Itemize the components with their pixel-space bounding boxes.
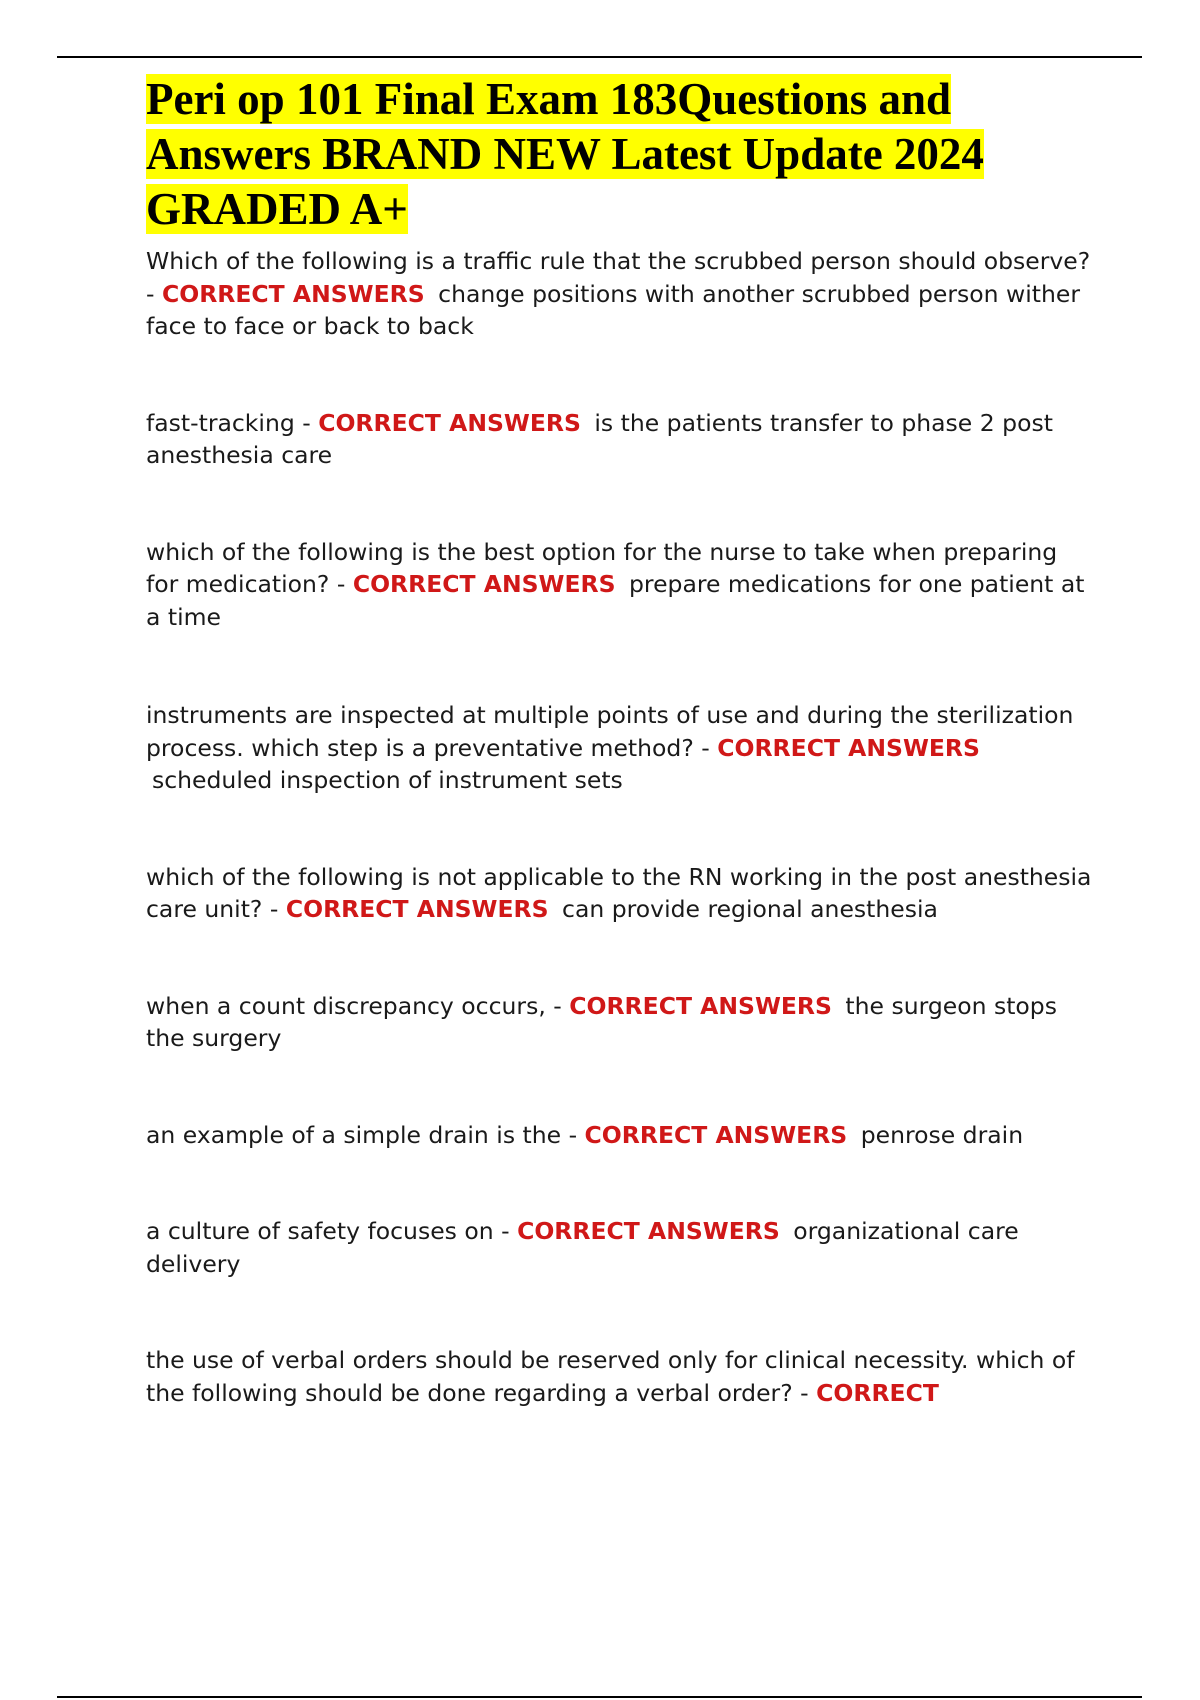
question-text: the use of verbal orders should be reserved only for clinical necessity. which of the following should be done regarding a verbal order? - <box>146 1346 1075 1407</box>
question-text: instruments are inspected at multiple points of use and during the sterilization process. which step is a preventative method? - <box>146 701 1074 762</box>
correct-answers-marker: CORRECT ANSWERS <box>285 895 549 923</box>
question-text: fast-tracking - <box>146 408 311 437</box>
answer-text: change positions with another scrubbed person wither face to face or back to back <box>146 279 1080 340</box>
bottom-rule <box>57 1696 1142 1698</box>
correct-answers-marker: CORRECT ANSWERS <box>517 1217 780 1245</box>
qa-item <box>146 990 1096 1055</box>
qa-item <box>146 407 1096 472</box>
qa-item <box>146 1344 1096 1409</box>
answer-text: penrose drain <box>860 1120 1024 1149</box>
correct-answers-marker: CORRECT ANSWERS <box>318 408 581 437</box>
qa-item <box>146 1215 1096 1280</box>
question-text: which of the following is the best option for the nurse to take when preparing for medication? - <box>146 537 1058 598</box>
document-body <box>146 72 1096 1409</box>
answer-text: can provide regional anesthesia <box>562 895 938 923</box>
question-text: a culture of safety focuses on - <box>146 1217 510 1245</box>
correct-answers-marker: CORRECT <box>816 1378 939 1407</box>
answer-text: the surgeon stops the surgery <box>146 991 1057 1052</box>
correct-answers-marker: CORRECT ANSWERS <box>352 570 616 598</box>
answer-text: prepare medications for one patient at a time <box>146 570 1085 631</box>
top-rule <box>57 56 1142 58</box>
title-highlight: Peri op 101 Final Exam 183Questions and Answers BRAND NEW Latest Update 2024 GRADED A+ <box>146 74 984 234</box>
qa-item <box>146 861 1096 926</box>
answer-text: organizational care delivery <box>146 1217 1019 1278</box>
qa-item <box>146 245 1096 343</box>
question-text: which of the following is not applicable to the RN working in the post anesthesia care unit? - <box>146 862 1092 923</box>
answer-text: scheduled inspection of instrument sets <box>152 766 623 794</box>
qa-item <box>146 699 1096 797</box>
question-text: Which of the following is a traffic rule that the scrubbed person should observe? - <box>146 247 1091 308</box>
answer-text: is the patients transfer to phase 2 post anesthesia care <box>146 408 1053 469</box>
qa-item <box>146 1119 1096 1152</box>
correct-answers-marker: CORRECT ANSWERS <box>569 991 832 1020</box>
correct-answers-marker: CORRECT ANSWERS <box>717 733 980 762</box>
question-text: an example of a simple drain is the - <box>146 1120 578 1149</box>
question-text: when a count discrepancy occurs, - <box>146 991 562 1020</box>
correct-answers-marker: CORRECT ANSWERS <box>161 279 425 308</box>
qa-item <box>146 536 1096 634</box>
answer-text <box>939 1379 945 1407</box>
correct-answers-marker: CORRECT ANSWERS <box>584 1120 848 1149</box>
document-title <box>146 72 1096 237</box>
